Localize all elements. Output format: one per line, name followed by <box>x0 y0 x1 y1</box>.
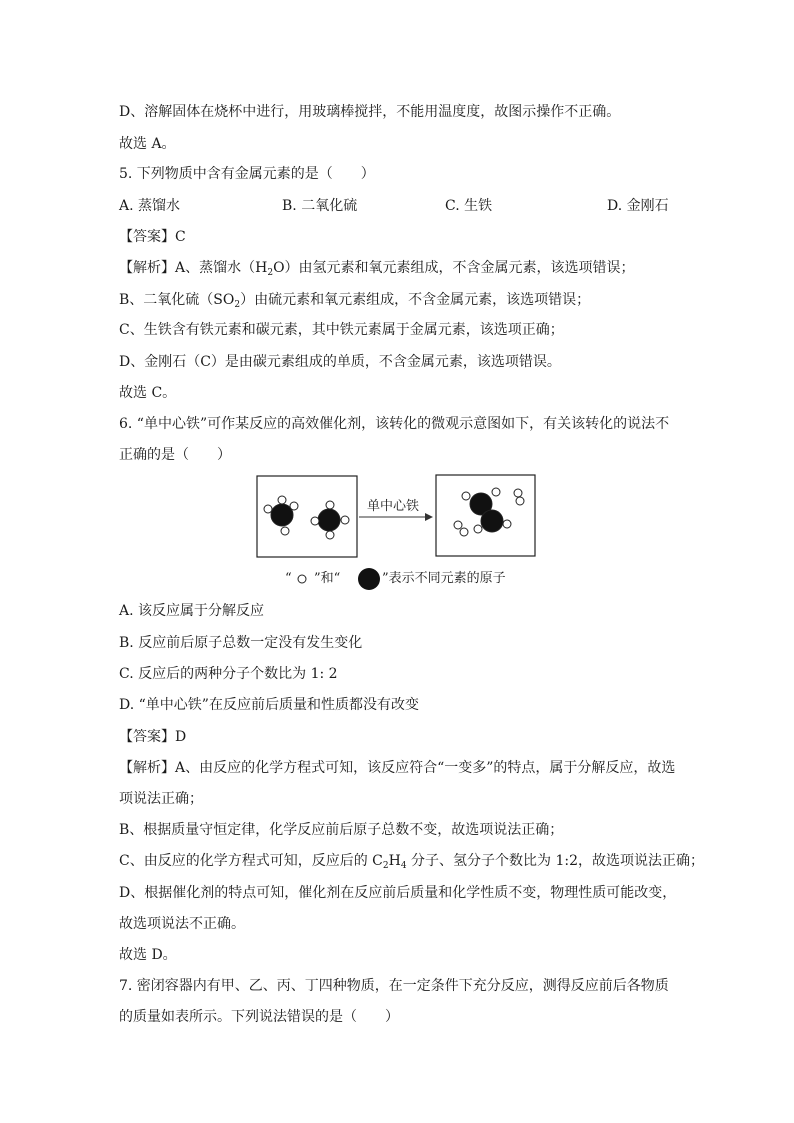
q6-analysis-d-line-2: 故选项说法不正确。 <box>119 916 245 932</box>
product-molecule <box>514 489 524 505</box>
q6-analysis-b: B、根据质量守恒定律，化学反应前后原子总数不变，故选项说法正确； <box>119 822 564 838</box>
q6-analysis-d-line-1: D、根据催化剂的特点可知，催化剂在反应前后质量和化学性质不变，物理性质可能改变， <box>119 885 677 901</box>
q6-option-c: C. 反应后的两种分子个数比为 1: 2 <box>119 666 338 682</box>
q5-stem: 5. 下列物质中含有金属元素的是（ ） <box>119 166 375 182</box>
q6-analysis-c: C、由反应的化学方程式可知，反应后的 $C_2H_4$ 分子、氢分子个数比为 1:2，故选项说法正确； <box>119 853 704 871</box>
q6-analysis-a-line-2: 项说法正确； <box>119 791 203 807</box>
reactant-molecule <box>264 496 298 535</box>
caption-and: ”和“ <box>314 571 341 586</box>
caption-open-quote: “ <box>285 571 292 586</box>
q6-stem-line-2: 正确的是（ ） <box>119 447 231 463</box>
q7-stem-line-1: 7. 密闭容器内有甲、乙、丙、丁四种物质，在一定条件下充分反应，测得反应前后各物质 <box>119 978 669 994</box>
q6-answer: 【答案】D <box>119 729 187 745</box>
q7-stem-line-2: 的质量如表所示。下列说法错误的是（ ） <box>119 1009 399 1025</box>
q5-option-a: A. 蒸馏水 <box>119 198 181 214</box>
black-atom-icon <box>358 568 380 590</box>
caption-description: ”表示不同元素的原子 <box>382 571 506 586</box>
q6-option-d: D. “单中心铁”在反应前后质量和性质都没有改变 <box>119 697 419 713</box>
q6-option-a: A. 该反应属于分解反应 <box>119 603 265 619</box>
q5-option-c: C. 生铁 <box>445 198 493 214</box>
white-atom-icon <box>298 575 306 583</box>
q6-analysis-a-line-1: 【解析】A、由反应的化学方程式可知，该反应符合“一变多”的特点，属于分解反应，故选 <box>119 760 676 776</box>
q5-analysis-c: C、生铁含有铁元素和碳元素，其中铁元素属于金属元素，该选项正确； <box>119 322 564 338</box>
q5-analysis-b: B、二氧化硫$(SO_2)$由硫元素和氧元素组成，不含金属元素，该选项错误； <box>119 292 591 310</box>
q6-choose: 故选 D。 <box>119 947 177 963</box>
q4-choose: 故选 A。 <box>119 136 176 152</box>
product-molecule <box>454 521 468 536</box>
arrow-label: 单中心铁 <box>367 499 420 514</box>
q4-option-d-analysis: D、溶解固体在烧杯中进行，用玻璃棒搅拌，不能用温度度，故图示操作不正确。 <box>119 104 621 120</box>
product-molecule <box>462 488 511 533</box>
q5-analysis-d: D、金刚石（C）是由碳元素组成的单质，不含金属元素，该选项错误。 <box>119 354 561 370</box>
q5-analysis-a: 【解析】A、蒸馏水$(H_2O)$由氢元素和氧元素组成，不含金属元素，该选项错误； <box>119 260 635 278</box>
q5-answer: 【答案】C <box>119 229 186 245</box>
q5-choose: 故选 C。 <box>119 385 177 401</box>
q6-stem-line-1: 6. “单中心铁”可作某反应的高效催化剂，该转化的微观示意图如下，有关该转化的说法不 <box>119 416 670 432</box>
q5-option-b: B. 二氧化硫 <box>282 198 358 214</box>
q5-option-d: D. 金刚石 <box>607 198 669 214</box>
q6-option-b: B. 反应前后原子总数一定没有发生变化 <box>119 635 363 651</box>
reactant-molecule <box>311 501 349 539</box>
